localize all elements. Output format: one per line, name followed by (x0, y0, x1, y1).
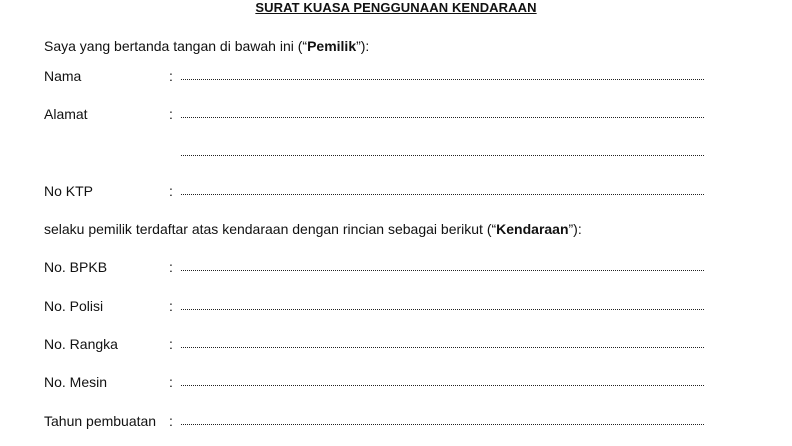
field-row-no-polisi (44, 298, 704, 318)
vehicle-term: Kendaraan (496, 221, 569, 237)
field-label: No. Mesin (44, 374, 108, 390)
field-label: Nama (44, 68, 82, 84)
fill-line[interactable] (181, 79, 704, 80)
field-colon: : (169, 68, 173, 84)
document-title: SURAT KUASA PENGGUNAAN KENDARAAN (255, 0, 537, 15)
owner-term: Pemilik (307, 38, 357, 54)
field-row-alamat-continued (44, 144, 704, 164)
field-colon: : (169, 183, 173, 199)
field-row-nama (44, 68, 704, 88)
fill-line[interactable] (181, 385, 704, 386)
field-label: Tahun pembuatan (44, 413, 157, 429)
field-row-no-rangka (44, 336, 704, 356)
field-label: Alamat (44, 106, 88, 122)
field-label: No. Rangka (44, 336, 118, 352)
owner-intro-text: Saya yang bertanda tangan di bawah ini (“Pemilik”): (44, 38, 370, 54)
fill-line[interactable] (181, 194, 704, 195)
fill-line[interactable] (181, 270, 704, 271)
field-colon: : (169, 298, 173, 314)
field-row-no-bpkb (44, 259, 704, 279)
field-colon: : (169, 413, 173, 429)
field-label: No KTP (44, 183, 94, 199)
vehicle-intro-text: selaku pemilik terdaftar atas kendaraan dengan rincian sebagai berikut (“Kendaraan”): (44, 221, 582, 237)
field-row-tahun-pembuatan (44, 413, 704, 433)
field-label: No. Polisi (44, 298, 104, 314)
fill-line[interactable] (181, 347, 704, 348)
field-row-no-mesin (44, 374, 704, 394)
fill-line[interactable] (181, 309, 704, 310)
field-row-alamat (44, 106, 704, 126)
field-colon: : (169, 106, 173, 122)
field-label: No. BPKB (44, 259, 108, 275)
fill-line[interactable] (181, 155, 704, 156)
field-colon: : (169, 374, 173, 390)
field-colon: : (169, 336, 173, 352)
fill-line[interactable] (181, 424, 704, 425)
fill-line[interactable] (181, 117, 704, 118)
field-colon: : (169, 259, 173, 275)
field-row-no-ktp (44, 183, 704, 203)
